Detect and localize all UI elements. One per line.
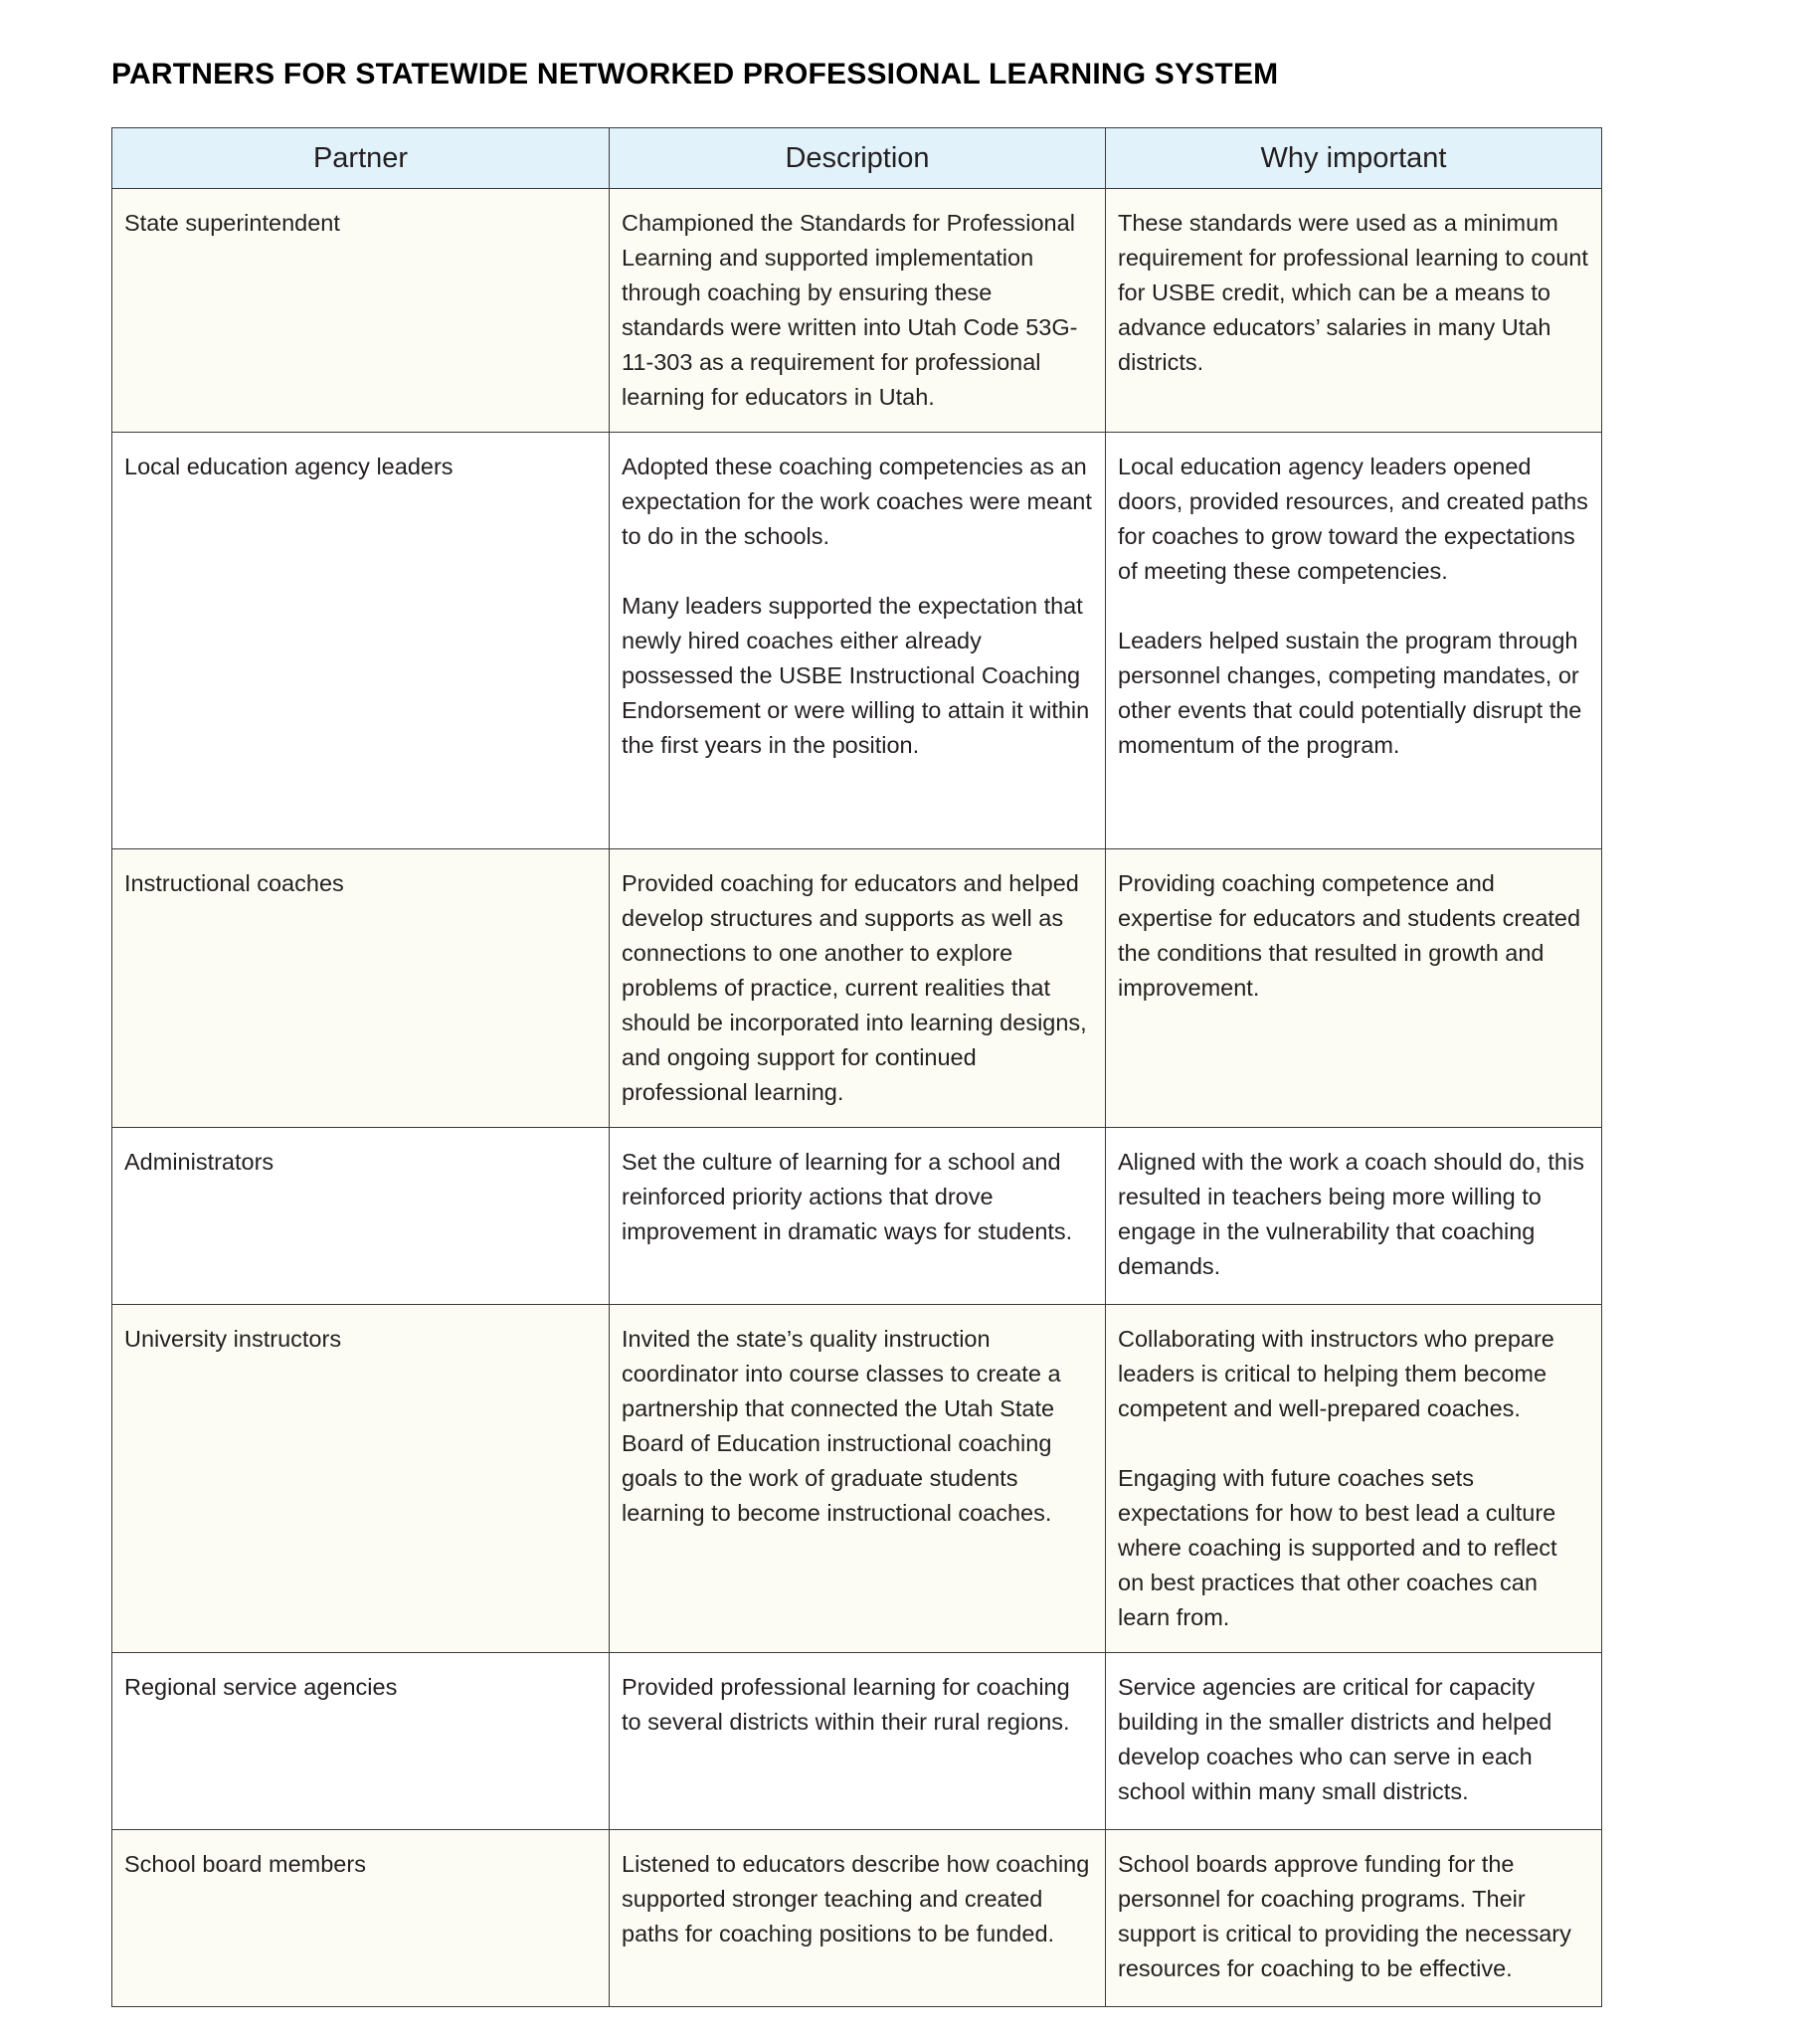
description-paragraph: Many leaders supported the expectation that newly hired coaches either already possessed the USBE Instructional Coaching Endorsement or were willing to attain it within the first years in the position. (622, 593, 1090, 758)
description-cell (610, 1305, 1106, 1653)
partner-cell: Administrators (112, 1128, 610, 1305)
why-important-cell (1106, 189, 1602, 433)
why-important-paragraph: School boards approve funding for the personnel for coaching programs. Their support is critical to providing the necessary resources for coaching to be effective. (1118, 1851, 1571, 1981)
why-important-cell (1106, 1653, 1602, 1830)
description-cell (610, 849, 1106, 1128)
column-header-partner: Partner (112, 128, 610, 189)
description-cell (610, 189, 1106, 433)
table-row-local-education-agency-leaders (112, 433, 1602, 849)
description-cell (610, 433, 1106, 849)
partners-table (111, 127, 1602, 2007)
partner-cell: Instructional coaches (112, 849, 610, 1128)
column-header-description: Description (610, 128, 1106, 189)
why-important-paragraph: Providing coaching competence and expertise for educators and students created the conditions that resulted in growth and improvement. (1118, 870, 1581, 1001)
page-title: PARTNERS FOR STATEWIDE NETWORKED PROFESSIONAL LEARNING SYSTEM (111, 58, 1279, 91)
description-paragraph: Adopted these coaching competencies as an expectation for the work coaches were meant to do in the schools. (622, 454, 1092, 549)
table-row-regional-service-agencies (112, 1653, 1602, 1830)
description-paragraph: Provided coaching for educators and helped develop structures and supports as well as connections to one another to explore problems of practice, current realities that should be incorporated into learning designs, and ongoing support for continued professional learning. (622, 870, 1087, 1105)
description-paragraph: Championed the Standards for Professional Learning and supported implementation through coaching by ensuring these standards were written into Utah Code 53G-11-303 as a requirement for professional learning for educators in Utah. (622, 210, 1078, 410)
partner-cell: State superintendent (112, 189, 610, 433)
partner-cell: University instructors (112, 1305, 610, 1653)
partner-cell: Local education agency leaders (112, 433, 610, 849)
partner-cell: School board members (112, 1830, 610, 2007)
description-paragraph: Listened to educators describe how coaching supported stronger teaching and created paths for coaching positions to be funded. (622, 1851, 1090, 1946)
why-important-paragraph: Local education agency leaders opened doors, provided resources, and created paths for coaches to grow toward the expectations of meeting these competencies. (1118, 454, 1588, 584)
column-header-why-important: Why important (1106, 128, 1602, 189)
table-header-row (112, 128, 1602, 189)
why-important-cell (1106, 849, 1602, 1128)
why-important-paragraph: Collaborating with instructors who prepare leaders is critical to helping them become competent and well-prepared coaches. (1118, 1326, 1554, 1421)
why-important-paragraph: These standards were used as a minimum requirement for professional learning to count for USBE credit, which can be a means to advance educators’ salaries in many Utah districts. (1118, 210, 1588, 375)
why-important-cell (1106, 1305, 1602, 1653)
table-row-university-instructors (112, 1305, 1602, 1653)
why-important-cell (1106, 433, 1602, 849)
description-paragraph: Provided professional learning for coaching to several districts within their rural regions. (622, 1674, 1070, 1735)
table-row-instructional-coaches (112, 849, 1602, 1128)
partner-cell: Regional service agencies (112, 1653, 610, 1830)
description-cell (610, 1830, 1106, 2007)
why-important-paragraph: Aligned with the work a coach should do, this resulted in teachers being more willing to engage in the vulnerability that coaching demands. (1118, 1149, 1584, 1279)
table-row-administrators (112, 1128, 1602, 1305)
description-cell (610, 1653, 1106, 1830)
table-row-school-board-members (112, 1830, 1602, 2007)
why-important-paragraph: Service agencies are critical for capacity building in the smaller districts and helped develop coaches who can serve in each school within many small districts. (1118, 1674, 1552, 1804)
why-important-cell (1106, 1128, 1602, 1305)
why-important-paragraph: Engaging with future coaches sets expectations for how to best lead a culture where coaching is supported and to reflect on best practices that other coaches can learn from. (1118, 1465, 1557, 1630)
description-paragraph: Invited the state’s quality instruction coordinator into course classes to create a partnership that connected the Utah State Board of Education instructional coaching goals to the work of graduate students learning to become instructional coaches. (622, 1326, 1061, 1526)
description-paragraph: Set the culture of learning for a school and reinforced priority actions that drove improvement in dramatic ways for students. (622, 1149, 1073, 1244)
table-row-state-superintendent (112, 189, 1602, 433)
why-important-cell (1106, 1830, 1602, 2007)
why-important-paragraph: Leaders helped sustain the program through personnel changes, competing mandates, or other events that could potentially disrupt the momentum of the program. (1118, 628, 1582, 758)
description-cell (610, 1128, 1106, 1305)
